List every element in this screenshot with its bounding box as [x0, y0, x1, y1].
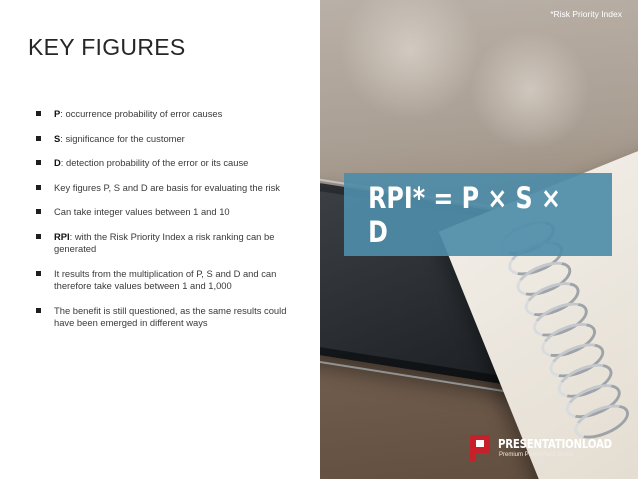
bullet-list: [36, 108, 298, 342]
footnote: *Risk Priority Index: [550, 9, 622, 19]
bullet-square-icon: [36, 136, 41, 141]
slide-title: KEY FIGURES: [28, 34, 186, 60]
bullet-square-icon: [36, 160, 41, 165]
logo-tagline: Premium PowerPoint Slides: [499, 452, 574, 458]
bullet-item: [36, 231, 298, 256]
formula-panel: [344, 173, 612, 256]
bullet-text: Key figures P, S and D are basis for evaluating the risk: [54, 181, 280, 193]
bullet-key: P: [54, 108, 61, 119]
logo-name: PRESENTATIONLOAD: [498, 436, 612, 451]
bokeh-light: [470, 30, 590, 150]
bullet-square-icon: [36, 185, 41, 190]
bullet-text: The benefit is still questioned, as the same results could have been emerged in different ways: [54, 304, 287, 328]
bullet-text: : occurrence probability of error causes: [60, 108, 223, 119]
bullet-item: [36, 157, 298, 170]
bullet-square-icon: [36, 111, 41, 116]
bullet-square-icon: [36, 209, 41, 214]
bullet-item: [36, 268, 298, 293]
bullet-item: [36, 133, 298, 146]
presentationload-logo-icon: [470, 435, 492, 461]
bullet-text: : significance for the customer: [60, 132, 185, 144]
bullet-text: : with the Risk Priority Index a risk ranking can be generated: [54, 230, 275, 254]
bullet-text: : detection probability of the error or its cause: [60, 157, 249, 168]
bullet-text: Can take integer values between 1 and 10: [54, 206, 230, 217]
bullet-square-icon: [36, 234, 41, 239]
brand-logo: [470, 433, 630, 465]
bullet-square-icon: [36, 308, 41, 313]
bullet-text: It results from the multiplication of P, S and D and can therefore take values between 1 and 1,000: [54, 267, 277, 291]
bullet-item: [36, 305, 298, 330]
bullet-key: S: [54, 132, 61, 144]
formula-text: RPI* = P × S × D: [368, 180, 561, 249]
bullet-item: [36, 206, 298, 219]
bokeh-light: [340, 0, 480, 120]
bullet-key: D: [54, 157, 61, 168]
bullet-item: [36, 182, 298, 195]
bullet-key: RPI: [54, 230, 70, 242]
bullet-square-icon: [36, 271, 41, 276]
bullet-item: [36, 108, 298, 121]
